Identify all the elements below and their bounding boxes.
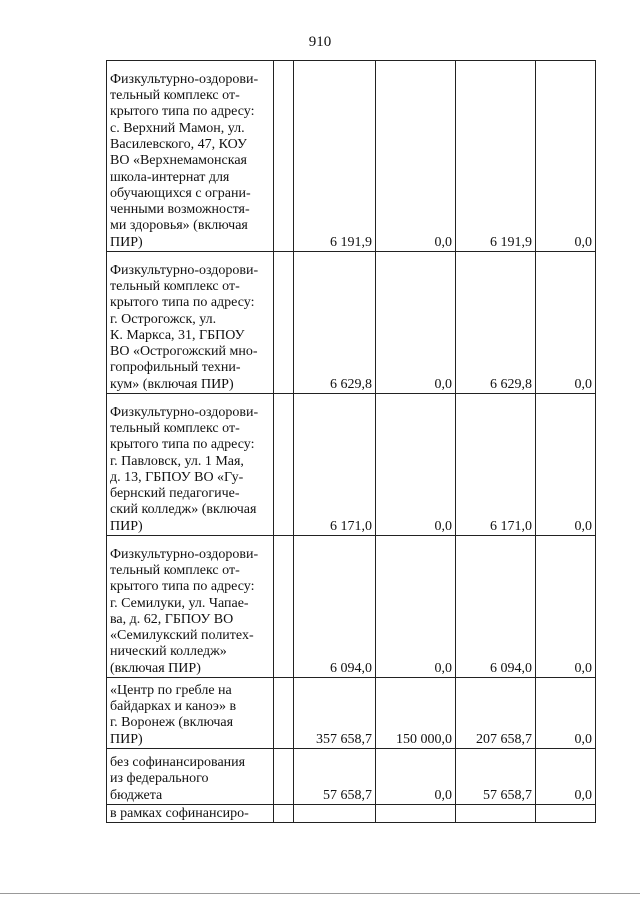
amount-total: 357 658,7 [294,678,376,749]
amount-other [536,805,596,823]
amount-total: 57 658,7 [294,749,376,805]
row-name-line: байдарках и каноэ» в [110,699,237,715]
row-name-line: ПИР) [110,234,143,250]
table-row [107,805,596,823]
empty-cell [274,252,294,394]
row-name-cell [107,252,274,394]
amount-federal: 0,0 [376,536,456,678]
row-name-line: с. Верхний Мамон, ул. [110,120,245,136]
row-name-line: К. Маркса, 31, ГБПОУ [110,327,245,343]
row-name-line: бюджета [110,787,163,803]
row-name-line: из федерального [110,771,209,787]
amount-regional: 207 658,7 [456,678,536,749]
amount-total: 6 629,8 [294,252,376,394]
amount-other: 0,0 [536,61,596,252]
amount-federal: 0,0 [376,749,456,805]
row-name-cell [107,536,274,678]
row-name-line: без софинансирования [110,755,246,771]
amount-federal: 0,0 [376,394,456,536]
table-row [107,394,596,536]
amount-regional: 6 191,9 [456,61,536,252]
row-name-line: г. Воронеж (включая [110,715,234,731]
row-name-line: ченными возможностя- [110,202,250,218]
row-name-cell [107,805,274,823]
table-row [107,678,596,749]
row-name-line: крытого типа по адресу: [110,104,255,120]
amount-other: 0,0 [536,678,596,749]
table-row [107,61,596,252]
amount-other: 0,0 [536,252,596,394]
amount-total: 6 094,0 [294,536,376,678]
amount-federal [376,805,456,823]
amount-regional: 6 171,0 [456,394,536,536]
row-name-line: кум» (включая ПИР) [110,376,234,392]
amount-other: 0,0 [536,749,596,805]
amount-regional: 6 094,0 [456,536,536,678]
row-name-line: крытого типа по адресу: [110,579,255,595]
row-name-line: ПИР) [110,731,143,747]
page-number: 910 [308,34,332,50]
row-name-line: Физкультурно-оздорови- [110,404,259,420]
amount-other: 0,0 [536,536,596,678]
row-name-line: обучающихся с ограни- [110,185,251,201]
row-name-line: Физкультурно-оздорови- [110,262,259,278]
empty-cell [274,678,294,749]
row-name-line: в рамках софинансиро- [110,805,249,821]
row-name-line: ВО «Острогожский мно- [110,344,258,360]
amount-other: 0,0 [536,394,596,536]
row-name-line: г. Острогожск, ул. [110,311,217,327]
empty-cell [274,749,294,805]
table-row [107,536,596,678]
row-name-line: школа-интернат для [110,169,230,185]
amount-total: 6 191,9 [294,61,376,252]
row-name-line: Физкультурно-оздорови- [110,71,259,87]
budget-table [106,60,596,823]
row-name-line: ва, д. 62, ГБПОУ ВО [110,611,234,627]
row-name-cell [107,61,274,252]
row-name-line: крытого типа по адресу: [110,437,255,453]
row-name-line: гопрофильный техни- [110,360,241,376]
amount-federal: 0,0 [376,61,456,252]
row-name-line: нический колледж» [110,644,227,660]
row-name-line: ВО «Верхнемамонская [110,153,247,169]
row-name-line: крытого типа по адресу: [110,295,255,311]
row-name-line: Василевского, 47, КОУ [110,136,247,152]
table-row [107,252,596,394]
row-name-line: «Семилукский политех- [110,628,254,644]
row-name-line: ПИР) [110,518,143,534]
empty-cell [274,394,294,536]
row-name-cell [107,749,274,805]
row-name-line: тельный комплекс от- [110,278,240,294]
amount-federal: 0,0 [376,252,456,394]
amount-total: 6 171,0 [294,394,376,536]
empty-cell [274,805,294,823]
row-name-cell [107,394,274,536]
page-edge-line [0,893,640,894]
row-name-line: Физкультурно-оздорови- [110,546,259,562]
row-name-line: бернский педагогиче- [110,486,240,502]
amount-regional [456,805,536,823]
row-name-line: ский колледж» (включая [110,502,257,518]
row-name-line: ми здоровья» (включая [110,218,248,234]
amount-regional: 57 658,7 [456,749,536,805]
amount-total [294,805,376,823]
row-name-line: г. Семилуки, ул. Чапае- [110,595,249,611]
row-name-line: (включая ПИР) [110,660,201,676]
row-name-line: тельный комплекс от- [110,88,240,104]
amount-regional: 6 629,8 [456,252,536,394]
row-name-line: тельный комплекс от- [110,562,240,578]
empty-cell [274,61,294,252]
row-name-line: «Центр по гребле на [110,682,232,698]
amount-federal: 150 000,0 [376,678,456,749]
empty-cell [274,536,294,678]
row-name-cell [107,678,274,749]
row-name-line: д. 13, ГБПОУ ВО «Гу- [110,469,244,485]
row-name-line: г. Павловск, ул. 1 Мая, [110,453,244,469]
row-name-line: тельный комплекс от- [110,420,240,436]
table-row [107,749,596,805]
